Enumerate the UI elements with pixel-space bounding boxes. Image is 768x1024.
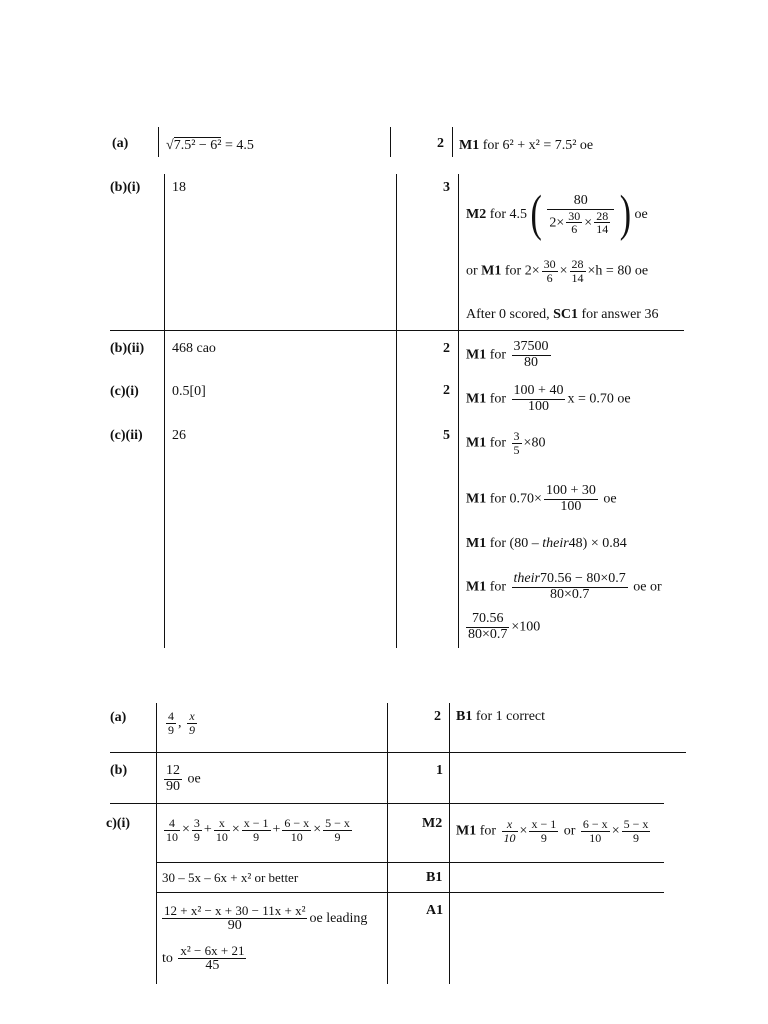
q1-cii-l4-their: their xyxy=(513,571,540,586)
q1-bi-m1-f1-den: 6 xyxy=(546,270,553,285)
q2-ci-label: c)(i) xyxy=(106,816,131,831)
q1-cii-l4-den: 80×0.7 xyxy=(549,586,590,602)
q1-bi-m2-f1 xyxy=(566,210,582,236)
q1-cii-l2-tail: oe xyxy=(603,491,617,507)
q2-row-divider-2 xyxy=(110,803,664,804)
q1-a-marks: 2 xyxy=(437,136,444,151)
q1-cii-line-4 xyxy=(466,572,662,602)
q2-ci-g-for: for xyxy=(479,823,497,839)
q2-ci-term-fraction xyxy=(164,817,180,843)
q2-ci-g-f4 xyxy=(622,818,651,844)
mark-code: M1 xyxy=(466,579,487,595)
q2-row-divider-3 xyxy=(156,862,664,863)
q2-ci-term-fraction xyxy=(323,817,352,843)
q2-ci-row3-marks: A1 xyxy=(426,903,444,918)
q1-ci-label: (c)(i) xyxy=(110,384,139,399)
q2-ci-operator: × xyxy=(313,822,322,838)
q1-cii-l3-text-b: 48) × 0.84 xyxy=(568,536,627,551)
q1-a-col-line-1 xyxy=(158,127,159,157)
q1-cii-l5-tail: ×100 xyxy=(511,619,541,635)
q2-ci-term-fraction xyxy=(214,817,230,843)
q1-bi-m2-oe: oe xyxy=(634,207,648,223)
q1-cii-l4-num-rest: 70.56 − 80×0.7 xyxy=(540,571,626,586)
mark-code: M1 xyxy=(481,263,502,279)
q1-cii-l2-num: 100 + 30 xyxy=(545,483,596,498)
q2-ci-term-fraction xyxy=(192,817,202,843)
q2-ci-term-num: 6 − x xyxy=(284,816,310,830)
q2-ci-g-f1 xyxy=(502,818,518,844)
q1-bi-m2-line xyxy=(466,186,648,242)
open-paren-icon: ( xyxy=(530,186,542,242)
q1-bi-marks: 3 xyxy=(443,180,450,195)
q1-bi-sc1-text-a: After 0 scored, xyxy=(466,307,550,322)
q1-cii-line-1 xyxy=(466,430,545,456)
q2-a-guidance-text: for 1 correct xyxy=(475,709,546,724)
sqrt-icon: √ xyxy=(166,138,174,153)
q2-ci-g-f3 xyxy=(581,818,610,844)
q2-a-guidance xyxy=(456,709,545,725)
q1-bi-m1-line: or M1 for 2× $\frac{30}{6}$ × $\frac{28}{14}$ ×h = 80 oe xyxy=(466,257,649,285)
q2-ci-term-num: 5 − x xyxy=(325,816,350,830)
q2-ci-g-f3-num: 6 − x xyxy=(582,817,608,831)
q1-bi-m1-f1-num: 30 xyxy=(543,257,556,271)
q2-ci-term-den: 9 xyxy=(253,829,260,844)
mark-code: M1 xyxy=(456,823,477,839)
q1-ci-guidance xyxy=(466,384,631,414)
mark-code: M1 xyxy=(466,391,487,407)
q1-ci-answer: 0.5[0] xyxy=(172,384,206,399)
q1-cii-line-2 xyxy=(466,484,617,514)
q2-ci-term-num: 3 xyxy=(193,816,200,830)
q1-bi-m2-f2-num: 28 xyxy=(596,208,609,223)
q2-ci-row3-fraction xyxy=(162,904,307,933)
q1-ci-fraction xyxy=(512,384,566,414)
q1-a-col-line-2 xyxy=(390,127,391,157)
q2-col-line-3b xyxy=(449,891,450,984)
q2-b-label: (b) xyxy=(110,763,128,778)
q2-ci-g-f3-den: 10 xyxy=(589,830,602,845)
q2-ci-term-fraction xyxy=(282,817,311,843)
q1-cii-l4-fraction xyxy=(512,572,628,602)
q2-ci-operator: + xyxy=(203,822,212,838)
q1-cii-line-3 xyxy=(466,536,627,552)
q2-ci-row3-line2 xyxy=(162,944,248,973)
q2-ci-row1-marks: M2 xyxy=(422,816,443,831)
q1-ci-num: 100 + 40 xyxy=(513,383,564,398)
q1-ci-tail: x = 0.70 oe xyxy=(567,391,631,407)
q1-cii-label: (c)(ii) xyxy=(110,428,143,443)
q1-bii-den: 80 xyxy=(524,354,539,370)
q1-bi-m1-f2-den: 14 xyxy=(571,270,584,285)
q1-cii-l5-den: 80×0.7 xyxy=(468,626,508,642)
q1-a-guidance xyxy=(459,138,593,154)
q1-cii-l2-den: 100 xyxy=(560,498,582,514)
q1-cii-l3-text-a: for (80 – xyxy=(489,536,539,551)
q2-b-marks: 1 xyxy=(436,763,443,778)
q2-ci-term-num: x xyxy=(214,817,230,831)
q1-bi-m1-f2 xyxy=(570,258,586,284)
q1-bi-m2-den-2: 2× xyxy=(549,215,565,230)
q2-a-sep: , xyxy=(178,715,182,731)
q2-ci-g-f1-num: x xyxy=(502,818,518,832)
q1-cii-l4-tail: oe or xyxy=(633,579,662,595)
q1-bii-answer: 468 cao xyxy=(172,341,216,356)
q2-ci-term-den: 10 xyxy=(290,829,303,844)
q2-ci-row3-tail: oe leading xyxy=(309,910,368,926)
q1-cii-l1-num: 3 xyxy=(513,429,520,443)
q1-bi-m1-f2-num: 28 xyxy=(571,257,584,271)
q1-cii-l4-num xyxy=(512,572,628,588)
q1-bi-answer: 18 xyxy=(172,180,186,195)
q2-ci-term-den: 10 xyxy=(166,829,178,844)
q1-a-guidance-text: for 6² + x² = 7.5² oe xyxy=(482,138,594,153)
q2-a-marks: 2 xyxy=(434,709,441,724)
q1-cii-l1-tail: ×80 xyxy=(523,435,546,451)
q1-bi-m2-f2-den: 14 xyxy=(596,222,609,237)
q1-ci-marks: 2 xyxy=(443,383,450,398)
q1-bi-sc1-text-b: for answer 36 xyxy=(581,307,659,322)
q1-col-line-3 xyxy=(458,174,459,648)
q1-bi-m2-f2 xyxy=(594,210,610,236)
q1-bi-m1-expr-start: 2× xyxy=(524,263,540,279)
q1-bi-m2-den: 2× $\frac{30}{6}$ × $\frac{28}{14}$ xyxy=(549,208,609,237)
q1-bi-m2-f1-num: 30 xyxy=(568,208,581,223)
q2-ci-g-f4-den: 9 xyxy=(632,830,639,845)
q1-bi-m1-f1 xyxy=(542,258,558,284)
q1-a-col-line-3 xyxy=(452,127,453,157)
q1-bi-m1-expr-end: ×h = 80 oe xyxy=(587,263,649,279)
q1-cii-l2-fraction xyxy=(544,484,598,514)
q1-ci-den: 100 xyxy=(528,398,549,414)
q1-a-answer xyxy=(166,138,254,154)
q1-bi-m2-num: 80 xyxy=(547,194,614,210)
q2-ci-row3-answer xyxy=(162,904,367,933)
q1-cii-l4-for: for xyxy=(489,579,507,595)
q2-a-f2 xyxy=(187,710,197,736)
q2-ci-operator: + xyxy=(272,822,281,838)
q1-cii-l5-fraction xyxy=(466,612,509,642)
q2-ci-g-or: or xyxy=(563,823,576,839)
q2-ci-term-den: 10 xyxy=(215,829,228,844)
q2-ci-row1-guidance: M1 for $\frac{x}{10}$ × $\frac{x - 1}{9}$ or $\frac{6 - x}{10}$ × $\frac{5 - x}{9}$ xyxy=(456,817,649,845)
q2-ci-row2-answer: 30 – 5x – 6x + x² or better xyxy=(162,870,299,885)
q2-ci-row3-num: 12 + x² − x + 30 − 11x + x² xyxy=(164,903,306,918)
mark-code: M1 xyxy=(466,347,487,363)
q1-a-label: (a) xyxy=(112,136,129,151)
q2-row-divider-4 xyxy=(156,892,664,893)
q2-b-answer xyxy=(164,764,201,794)
q2-a-f2-num: x xyxy=(187,710,197,724)
q2-ci-term-fraction xyxy=(242,817,271,843)
q2-a-f2-den: 9 xyxy=(189,722,195,737)
q2-ci-row3-fraction2 xyxy=(178,944,246,973)
q1-bii-guidance xyxy=(466,340,553,370)
q1-bi-sc1-line xyxy=(466,307,658,323)
q1-cii-l1-den: 5 xyxy=(513,442,520,457)
q2-ci-g-f4-num: 5 − x xyxy=(623,817,649,831)
q1-bii-label: (b)(ii) xyxy=(110,341,145,356)
q2-ci-term-num: 4 xyxy=(164,817,180,831)
q1-bii-for: for xyxy=(489,347,507,363)
q1-col-line-1 xyxy=(164,174,165,648)
q1-bii-marks: 2 xyxy=(443,341,450,356)
q1-ci-for: for xyxy=(489,391,507,407)
q2-ci-operator: × xyxy=(231,822,240,838)
q2-ci-row2-marks: B1 xyxy=(426,870,443,885)
q2-a-f1-den: 9 xyxy=(168,722,174,737)
q2-b-fraction xyxy=(164,764,182,794)
q1-bi-m1-for: for xyxy=(504,263,522,279)
q1-bii-num: 37500 xyxy=(513,339,549,354)
q2-ci-row1-answer xyxy=(162,817,354,843)
q1-a-radicand: 7.5² − 6² xyxy=(173,138,222,153)
q2-b-num: 12 xyxy=(166,763,180,778)
q2-ci-operator: × xyxy=(182,822,190,838)
q1-cii-l2-for: for 0.70× xyxy=(489,491,542,507)
q1-cii-marks: 5 xyxy=(443,428,450,443)
q2-ci-row3-den: 90 xyxy=(227,917,242,933)
mark-code: SC1 xyxy=(553,307,578,322)
q2-a-label: (a) xyxy=(110,710,127,725)
q2-ci-row3-num2: x² − 6x + 21 xyxy=(180,943,245,958)
q2-row-divider-1 xyxy=(110,752,686,753)
q2-b-tail: oe xyxy=(187,771,201,787)
q2-a-f1-num: 4 xyxy=(168,709,174,723)
mark-code: M1 xyxy=(466,491,487,507)
mark-code: M2 xyxy=(466,207,487,223)
q1-bi-m2-for: for 4.5 xyxy=(489,207,528,223)
q2-ci-g-f1-den: 10 xyxy=(503,830,516,845)
q1-cii-l1-fraction xyxy=(512,430,522,456)
q1-cii-l3-their: their xyxy=(542,536,569,551)
q2-ci-term-den: 9 xyxy=(334,829,341,844)
mark-code: M1 xyxy=(466,536,487,551)
q1-bi-label: (b)(i) xyxy=(110,180,141,195)
q1-cii-l5-num: 70.56 xyxy=(466,612,509,628)
q2-ci-g-f2 xyxy=(529,818,558,844)
q2-col-line-2b xyxy=(387,891,388,984)
q1-cii-line-5 xyxy=(466,612,540,642)
q1-bi-m2-fraction xyxy=(547,194,614,236)
q1-cii-answer: 26 xyxy=(172,428,186,443)
q2-ci-g-f2-den: 9 xyxy=(540,830,547,845)
q1-cii-l1-for: for xyxy=(489,435,507,451)
q2-ci-g-f2-num: x − 1 xyxy=(531,817,557,831)
q2-ci-row3-to: to xyxy=(162,950,173,966)
q2-ci-term-num: x − 1 xyxy=(243,816,269,830)
mark-code: B1 xyxy=(456,709,473,724)
q2-ci-row3-den2: 45 xyxy=(205,957,220,973)
q1-col-line-2 xyxy=(396,174,397,648)
q2-a-f1 xyxy=(166,710,176,736)
q1-a-result: = 4.5 xyxy=(224,138,254,153)
q1-bi-m1-or: or xyxy=(466,263,478,279)
q2-col-line-1 xyxy=(156,703,157,984)
q2-b-den: 90 xyxy=(166,778,180,794)
q2-a-answer xyxy=(164,710,199,736)
close-paren-icon: ) xyxy=(619,186,632,242)
q1-bi-m2-f1-den: 6 xyxy=(571,222,578,237)
q1-bii-fraction xyxy=(512,340,551,370)
q2-ci-terms xyxy=(162,816,354,844)
mark-code: M1 xyxy=(459,138,480,153)
q1-row-divider xyxy=(110,330,684,331)
mark-code: M1 xyxy=(466,435,487,451)
q2-ci-term-den: 9 xyxy=(193,829,200,844)
